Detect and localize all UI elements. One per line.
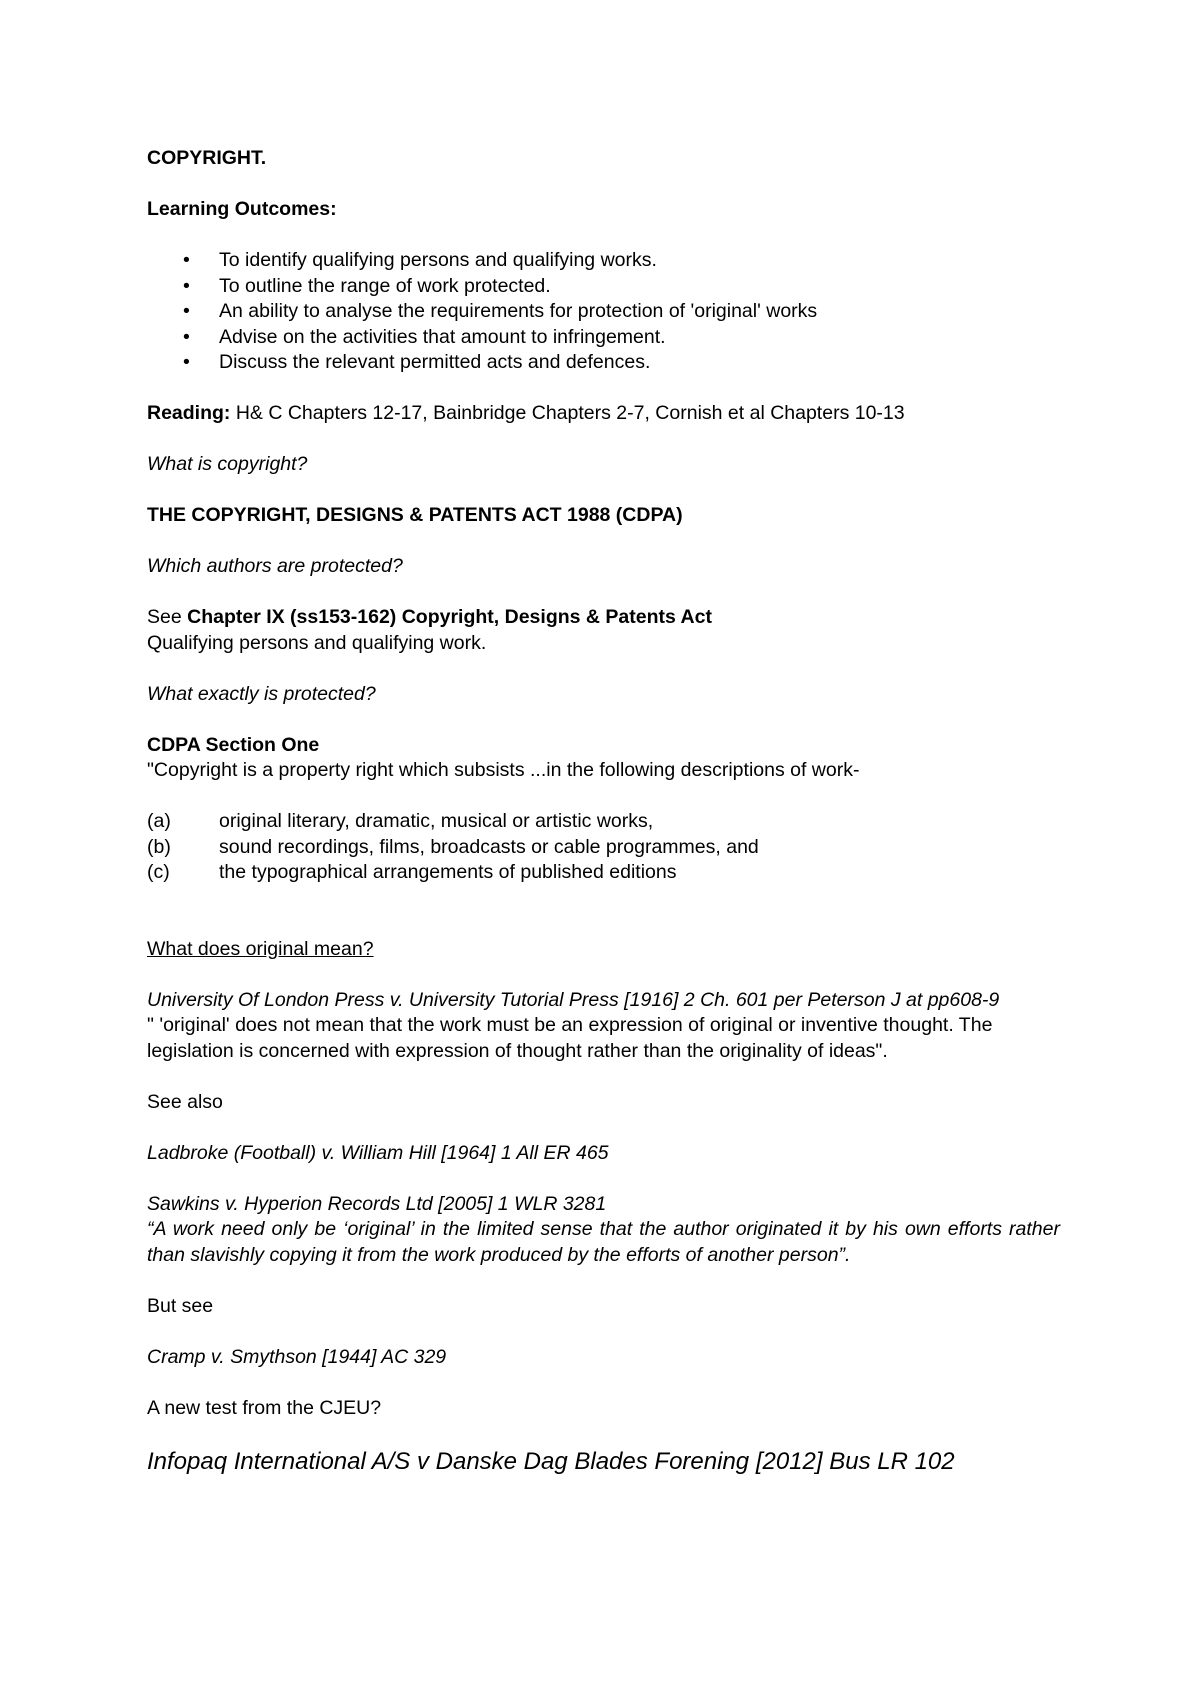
list-item: • To outline the range of work protected. bbox=[219, 274, 1060, 300]
works-list-item: (b) sound recordings, films, broadcasts or cable programmes, and bbox=[147, 835, 759, 858]
reading-label: Reading: bbox=[147, 402, 231, 424]
spacer bbox=[147, 172, 1060, 198]
spacer bbox=[147, 529, 1060, 555]
act-heading: THE COPYRIGHT, DESIGNS & PATENTS ACT 1988 (CDPA) bbox=[147, 504, 683, 526]
spacer bbox=[147, 707, 1060, 733]
reading-text: H& C Chapters 12-17, Bainbridge Chapters 2-7, Cornish et al Chapters 10-13 bbox=[230, 402, 905, 424]
section-one-quote: "Copyright is a property right which subsists ...in the following descriptions of work- bbox=[147, 759, 860, 781]
question-what-is-copyright: What is copyright? bbox=[147, 453, 308, 475]
case-sawkins: Sawkins v. Hyperion Records Ltd [2005] 1 WLR 3281 bbox=[147, 1192, 607, 1215]
bullet-icon: • bbox=[183, 351, 190, 373]
spacer bbox=[147, 427, 1060, 453]
document-title: COPYRIGHT. bbox=[147, 147, 267, 169]
bullet-icon: • bbox=[183, 274, 190, 297]
question-which-authors: Which authors are protected? bbox=[147, 555, 403, 577]
new-test-question: A new test from the CJEU? bbox=[147, 1396, 382, 1419]
spacer bbox=[147, 1421, 1060, 1447]
spacer bbox=[147, 1370, 1060, 1396]
spacer bbox=[147, 962, 1060, 988]
list-item: • Discuss the relevant permitted acts and defences. bbox=[219, 350, 1060, 376]
list-item: • An ability to analyse the requirements for protection of 'original' works bbox=[219, 299, 1060, 325]
case-infopaq: Infopaq International A/S v Danske Dag Blades Forening [2012] Bus LR 102 bbox=[147, 1447, 955, 1475]
quote-ulp: " 'original' does not mean that the work must be an expression of original or inventive thought. The legislation is concerned with expression of thought rather than the originality of ideas". bbox=[147, 1014, 993, 1062]
see-chapter-line: See Chapter IX (ss153-162) Copyright, Designs & Patents Act bbox=[147, 606, 712, 628]
case-ulp: University Of London Press v. University Tutorial Press [1916] 2 Ch. 601 per Peterson J at pp608-9 bbox=[147, 988, 1000, 1011]
list-item: • To identify qualifying persons and qualifying works. bbox=[219, 248, 1060, 274]
list-item: • Advise on the activities that amount to infringement. bbox=[219, 325, 1060, 351]
spacer bbox=[147, 656, 1060, 682]
case-cramp: Cramp v. Smythson [1944] AC 329 bbox=[147, 1345, 447, 1368]
question-what-protected: What exactly is protected? bbox=[147, 682, 376, 705]
but-see: But see bbox=[147, 1294, 214, 1317]
spacer bbox=[147, 1064, 1060, 1090]
qualifying-line: Qualifying persons and qualifying work. bbox=[147, 631, 487, 654]
see-also: See also bbox=[147, 1090, 223, 1113]
chapter-reference: Chapter IX (ss153-162) Copyright, Designs & Patents Act bbox=[187, 606, 712, 628]
works-list-item: (c) the typographical arrangements of published editions bbox=[147, 861, 677, 883]
quote-sawkins: “A work need only be ‘original’ in the limited sense that the author originated it by his own efforts rather than slavishly copying it from the work produced by the efforts of another person”. bbox=[147, 1218, 1060, 1266]
spacer bbox=[147, 223, 1060, 249]
document-page bbox=[147, 146, 1060, 1477]
spacer bbox=[147, 376, 1060, 402]
works-list-item: (a) original literary, dramatic, musical or artistic works, bbox=[147, 810, 654, 832]
spacer bbox=[147, 1166, 1060, 1192]
section-one-heading: CDPA Section One bbox=[147, 733, 320, 756]
question-original-mean: What does original mean? bbox=[147, 937, 374, 960]
spacer bbox=[147, 1268, 1060, 1294]
spacer bbox=[147, 1319, 1060, 1345]
spacer bbox=[147, 784, 1060, 810]
spacer bbox=[147, 580, 1060, 606]
reading-line bbox=[147, 401, 1060, 427]
spacer bbox=[147, 886, 1060, 912]
bullet-icon: • bbox=[183, 325, 190, 348]
spacer bbox=[147, 911, 1060, 937]
bullet-icon: • bbox=[183, 300, 190, 322]
learning-outcomes-heading: Learning Outcomes: bbox=[147, 198, 337, 220]
bullet-icon: • bbox=[183, 249, 190, 271]
case-ladbroke: Ladbroke (Football) v. William Hill [1964] 1 All ER 465 bbox=[147, 1141, 609, 1164]
learning-outcomes-list bbox=[147, 248, 1060, 376]
spacer bbox=[147, 478, 1060, 504]
spacer bbox=[147, 1115, 1060, 1141]
